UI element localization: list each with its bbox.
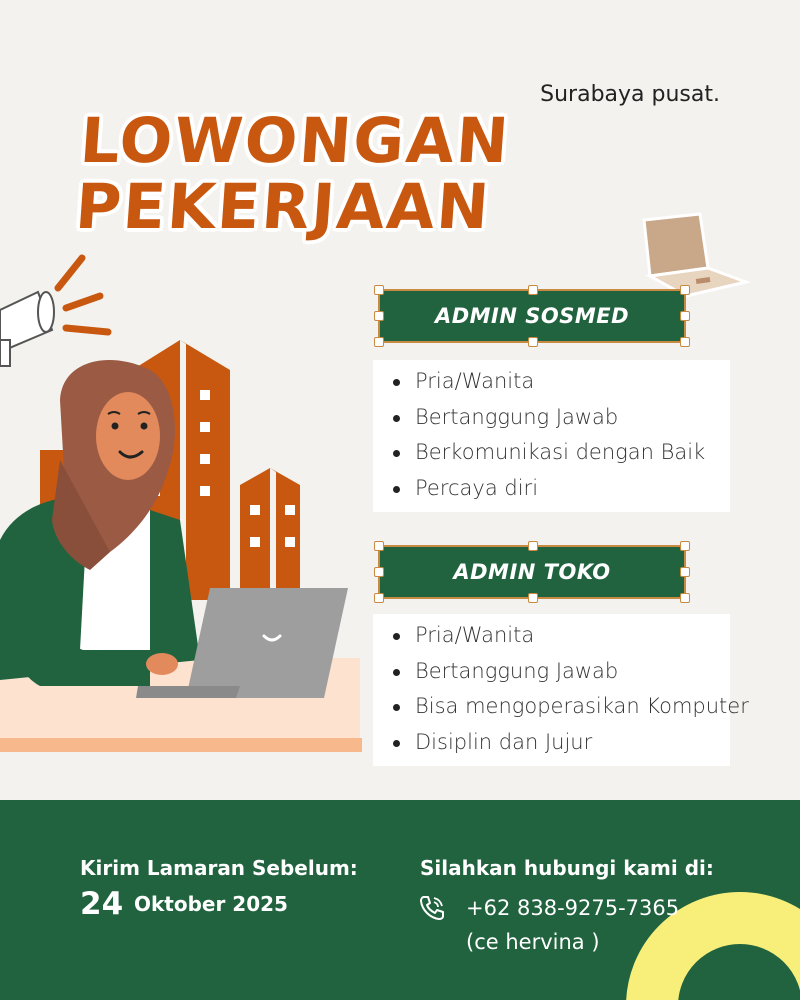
phone-number[interactable]: +62 838-9275-7365 bbox=[466, 896, 680, 920]
list-item: Bertanggung Jawab bbox=[391, 400, 730, 436]
selection-handle bbox=[374, 541, 384, 551]
footer bbox=[0, 800, 800, 1000]
requirements-list-admin-sosmed bbox=[373, 360, 730, 512]
list-item: Berkomunikasi dengan Baik bbox=[391, 435, 730, 471]
selection-handle bbox=[680, 285, 690, 295]
selection-handle bbox=[528, 593, 538, 603]
job-title-text: ADMIN SOSMED bbox=[434, 304, 630, 328]
selection-handle bbox=[374, 567, 384, 577]
list-item: Pria/Wanita bbox=[391, 618, 730, 654]
headline-line-2: PEKERJAAN bbox=[73, 170, 494, 243]
list-item: Percaya diri bbox=[391, 471, 730, 507]
headline bbox=[73, 104, 513, 243]
woman-working-illustration bbox=[0, 240, 380, 760]
deadline-month-year: Oktober 2025 bbox=[134, 892, 288, 916]
selection-handle bbox=[528, 285, 538, 295]
contact-name: (ce hervina ) bbox=[466, 930, 600, 954]
location-text: Surabaya pusat. bbox=[540, 82, 720, 107]
job-title-admin-toko bbox=[378, 545, 686, 599]
list-item: Disiplin dan Jujur bbox=[391, 725, 730, 761]
list-item: Bisa mengoperasikan Komputer bbox=[391, 689, 730, 725]
job-title-text: ADMIN TOKO bbox=[453, 560, 611, 584]
selection-handle bbox=[528, 337, 538, 347]
list-item: Bertanggung Jawab bbox=[391, 654, 730, 690]
selection-handle bbox=[680, 311, 690, 321]
requirements-list-admin-toko bbox=[373, 614, 749, 766]
deadline-day: 24 bbox=[80, 886, 124, 922]
deadline-label: Kirim Lamaran Sebelum: bbox=[80, 856, 358, 880]
selection-handle bbox=[374, 285, 384, 295]
selection-handle bbox=[680, 541, 690, 551]
phone-icon bbox=[418, 894, 446, 922]
selection-handle bbox=[680, 337, 690, 347]
selection-handle bbox=[374, 593, 384, 603]
selection-handle bbox=[680, 567, 690, 577]
job-title-admin-sosmed bbox=[378, 289, 686, 343]
selection-handle bbox=[528, 541, 538, 551]
selection-handle bbox=[374, 337, 384, 347]
list-item: Pria/Wanita bbox=[391, 364, 730, 400]
contact-label: Silahkan hubungi kami di: bbox=[420, 856, 714, 880]
megaphone-icon bbox=[0, 258, 108, 366]
selection-handle bbox=[374, 311, 384, 321]
headline-line-1: LOWONGAN bbox=[77, 104, 513, 177]
selection-handle bbox=[680, 593, 690, 603]
